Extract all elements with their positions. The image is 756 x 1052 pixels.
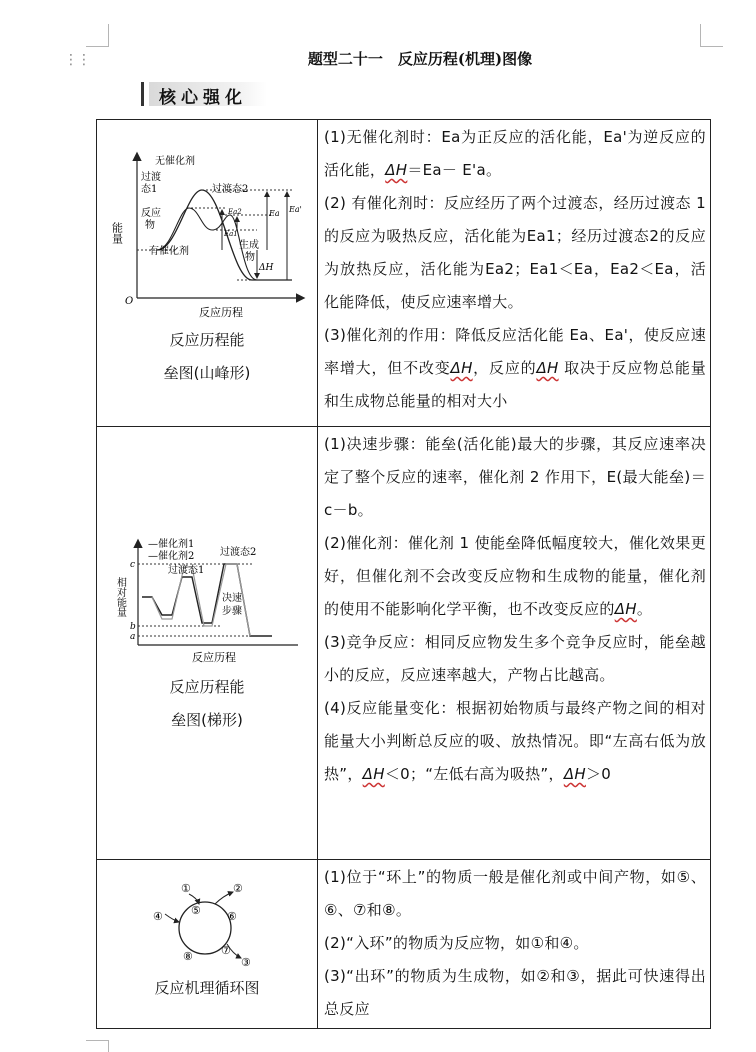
paragraph <box>324 319 706 418</box>
paragraph-text: (2)“入环”的物质为反应物，如①和④。 <box>324 934 589 952</box>
mountain-energy-diagram <box>107 150 307 320</box>
paragraph <box>324 960 706 1026</box>
out-arrow-2 <box>215 892 233 904</box>
reactant-label-b: 物 <box>145 220 155 231</box>
step-energy-diagram <box>112 537 302 667</box>
delta-h-term: ΔH <box>614 600 637 618</box>
paragraph <box>324 121 706 187</box>
row1-text-cell <box>318 120 711 427</box>
paragraph <box>324 692 706 791</box>
paragraph-text: (3)催化剂的作用：降低反应活化能 Ea、Ea'，使反应速率增大，但不改变 <box>324 326 706 377</box>
in-arrow-4 <box>165 914 179 922</box>
paragraph-text: 。 <box>636 600 653 618</box>
row3-paragraphs <box>324 861 706 1026</box>
ts1-label: 过渡 <box>141 172 161 183</box>
row2-caption-line1: 反应历程能 <box>169 678 245 696</box>
ts2-label: 过渡态2 <box>212 184 249 195</box>
tick-b: b <box>130 622 136 632</box>
dh-label: ΔH <box>259 263 274 273</box>
rate-step-label-b: 步骤 <box>222 606 242 617</box>
paragraph <box>324 626 706 692</box>
uncatalyzed-label: 无催化剂 <box>155 156 195 167</box>
ts2-label: 过渡态2 <box>220 547 257 558</box>
ea2-label: Ea2 <box>228 208 242 216</box>
summary-table <box>96 119 711 1029</box>
paragraph-text: (1)决速步骤：能垒(活化能)最大的步骤，其反应速率决定了整个反应的速率，催化剂 2 作用下，E(最大能垒)＝c－b。 <box>324 435 706 519</box>
delta-h-term: ΔH <box>385 161 408 179</box>
table-row <box>97 427 711 860</box>
ea1-label: Ea1 <box>224 230 238 238</box>
ts1-label-b: 态1 <box>141 184 158 195</box>
mechanism-cycle-diagram <box>147 878 267 968</box>
paragraph <box>324 527 706 626</box>
legend-catalyst1: —催化剂1 <box>148 539 195 550</box>
species-1: ① <box>181 882 191 895</box>
row1-figure-cell <box>97 120 318 427</box>
species-8: ⑧ <box>183 950 193 963</box>
row2-caption-line2: 垒图(梯形) <box>171 711 243 729</box>
row3-figure-cell <box>97 860 318 1029</box>
row2-text-cell <box>318 427 711 860</box>
paragraph-text: ，反应的 <box>472 359 537 377</box>
x-axis-label: 反应历程 <box>192 651 236 664</box>
paragraph-text: ＜0；“左低右高为吸热”， <box>384 765 564 783</box>
reactant-label: 反应 <box>141 208 161 219</box>
species-7: ⑦ <box>221 944 231 957</box>
species-5: ⑤ <box>191 904 201 917</box>
corner-mark-bottom-left <box>86 1040 109 1052</box>
corner-mark-top-right <box>700 24 723 47</box>
y-axis-label: 相对能量 <box>114 577 126 617</box>
paragraph-text: ＝Ea－ E'a。 <box>407 161 502 179</box>
tick-c: c <box>130 560 136 570</box>
paragraph <box>324 187 706 319</box>
paragraph-text: (2)催化剂：催化剂 1 使能垒降低幅度较大，催化效果更好，但催化剂不会改变反应物和生成物的能量，催化剂的使用不能影响化学平衡，也不改变反应的 <box>324 534 706 618</box>
ea-label: Ea <box>269 209 280 218</box>
species-6: ⑥ <box>227 910 237 923</box>
row3-caption: 反应机理循环图 <box>154 979 260 997</box>
legend-catalyst2: —催化剂2 <box>148 551 195 562</box>
badge-bar <box>141 82 144 106</box>
species-4: ④ <box>153 910 163 923</box>
paragraph-text: (3)竞争反应：相同反应物发生多个竞争反应时，能垒越小的反应，反应速率越大，产物占比越高。 <box>324 633 706 684</box>
table-row <box>97 120 711 427</box>
origin-label: O <box>125 296 134 307</box>
paragraph-text: 取决于反应物总能量和生成物总能量的相对大小 <box>324 359 706 410</box>
paragraph <box>324 927 706 960</box>
y-axis-label: 能量 <box>110 222 124 244</box>
delta-h-term: ΔH <box>563 765 586 783</box>
drag-handle-icon[interactable]: ⋮⋮ <box>64 52 90 68</box>
delta-h-term: ΔH <box>536 359 559 377</box>
paragraph-text: (1)位于“环上”的物质一般是催化剂或中间产物，如⑤、⑥、⑦和⑧。 <box>324 868 706 919</box>
species-3: ③ <box>241 956 251 968</box>
table-row <box>97 860 711 1029</box>
row1-paragraphs <box>324 121 706 418</box>
species-2: ② <box>233 882 243 895</box>
section-badge <box>141 80 269 108</box>
product-label-b: 物 <box>245 252 255 263</box>
corner-mark-top-left <box>86 24 109 47</box>
row1-caption-line1: 反应历程能 <box>169 331 245 349</box>
rate-step-label: 决速 <box>222 593 242 604</box>
paragraph <box>324 861 706 927</box>
product-label: 生成 <box>239 240 259 251</box>
paragraph-text: ＞0 <box>585 765 612 783</box>
row1-caption-line2: 垒图(山峰形) <box>163 364 251 382</box>
row3-text-cell <box>318 860 711 1029</box>
section-title: 核心强化 <box>159 88 247 108</box>
paragraph-text: (1)无催化剂时：Ea为正反应的活化能，Ea'为逆反应的活化能， <box>324 128 706 179</box>
tick-a: a <box>130 632 136 642</box>
catalyzed-label: 有催化剂 <box>149 246 189 257</box>
catalyst1-curve <box>142 564 272 636</box>
paragraph-text: (2) 有催化剂时：反应经历了两个过渡态，经历过渡态 1的反应为吸热反应，活化能为Ea1；经历过渡态2的反应为放热反应，活化能为Ea2；Ea1＜Ea，Ea2＜Ea，活化能降低，使反应速率增大。 <box>324 194 706 311</box>
x-axis-label: 反应历程 <box>199 306 243 319</box>
row2-figure-cell <box>97 427 318 860</box>
page-title: 题型二十一 反应历程(机理)图像 <box>307 50 533 68</box>
delta-h-term: ΔH <box>450 359 473 377</box>
paragraph-text: (4)反应能量变化：根据初始物质与最终产物之间的相对能量大小判断总反应的吸、放热情况。即“左高右低为放热”， <box>324 699 706 783</box>
ts1-label: 过渡态1 <box>168 565 205 576</box>
delta-h-term: ΔH <box>362 765 385 783</box>
paragraph <box>324 428 706 527</box>
paragraph-text: (3)“出环”的物质为生成物，如②和③，据此可快速得出总反应 <box>324 967 706 1018</box>
ea-prime-label: Ea' <box>289 205 302 214</box>
row2-paragraphs <box>324 428 706 791</box>
